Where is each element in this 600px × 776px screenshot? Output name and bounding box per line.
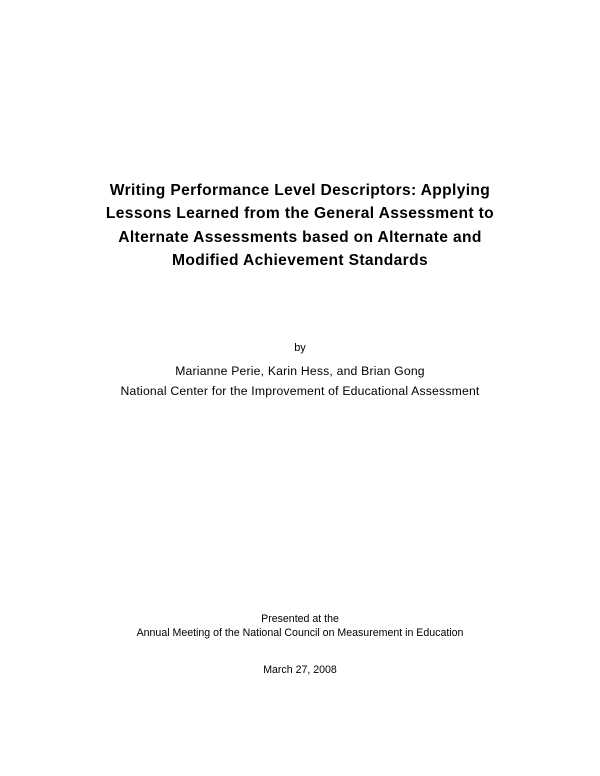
presentation-block [0, 612, 600, 640]
document-title [0, 179, 600, 272]
presented-at: Presented at the [261, 613, 339, 625]
title-line: Lessons Learned from the General Assessment to [105, 205, 495, 223]
organization: National Center for the Improvement of Educational Assessment [120, 384, 480, 398]
title-line: Alternate Assessments based on Alternate and [118, 228, 482, 246]
by-label: by [294, 342, 306, 354]
title-line: Modified Achievement Standards [171, 251, 428, 269]
date: March 27, 2008 [263, 664, 337, 676]
author-block [0, 361, 600, 401]
authors: Marianne Perie, Karin Hess, and Brian Gong [175, 364, 425, 378]
title-line: Writing Performance Level Descriptors: Applying [109, 182, 491, 199]
venue: Annual Meeting of the National Council on Measurement in Education [136, 627, 464, 639]
